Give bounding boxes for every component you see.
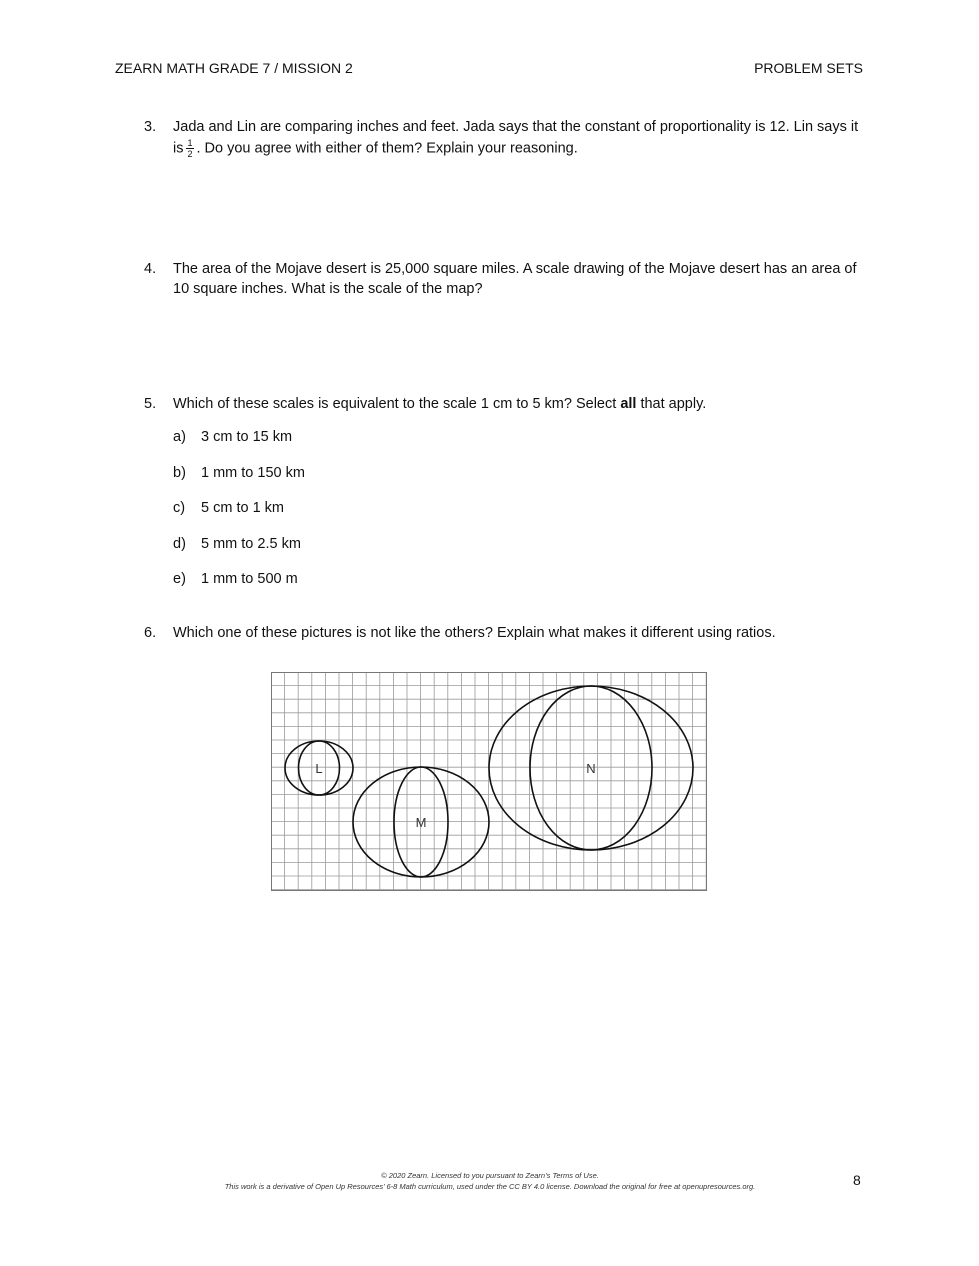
- fraction-numerator: 1: [187, 138, 193, 148]
- option-e: [173, 571, 298, 587]
- option-a: [173, 429, 292, 445]
- label-l: L: [315, 761, 323, 776]
- header-left: ZEARN MATH GRADE 7 / MISSION 2: [115, 60, 353, 76]
- question-text-post: that apply.: [636, 396, 707, 412]
- fraction: [186, 138, 193, 159]
- option-letter: d): [173, 536, 186, 552]
- question-text: [173, 394, 864, 414]
- question-number: 4.: [144, 261, 157, 277]
- question-text-post: . Do you agree with either of them? Explain your reasoning.: [196, 140, 578, 157]
- option-c: [173, 500, 284, 516]
- fraction-denominator: 2: [187, 149, 193, 159]
- question-3: [144, 117, 864, 159]
- question-text: Which one of these pictures is not like the others? Explain what makes it different using ratios.: [173, 625, 776, 641]
- option-text: 5 mm to 2.5 km: [201, 536, 301, 552]
- question-5: [144, 394, 864, 414]
- question-number: 3.: [144, 119, 157, 135]
- footer-license: © 2020 Zearn. Licensed to you pursuant to Zearn’s Terms of Use.: [381, 1171, 599, 1180]
- option-text: 1 mm to 500 m: [201, 571, 298, 587]
- option-letter: e): [173, 571, 186, 587]
- grid-figure: [271, 672, 707, 891]
- emphasis: all: [620, 396, 637, 412]
- question-number: 5.: [144, 396, 157, 412]
- label-m: M: [415, 815, 427, 830]
- option-letter: b): [173, 465, 186, 481]
- question-6: [144, 623, 864, 643]
- option-text: 3 cm to 15 km: [201, 429, 293, 445]
- question-text: The area of the Mojave desert is 25,000 square miles. A scale drawing of the Mojave desert has an area of 10 square inches. What is the scale of the map?: [173, 261, 857, 297]
- question-4: [144, 259, 864, 299]
- question-text-pre: Which of these scales is equivalent to the scale 1 cm to 5 km? Select: [173, 396, 621, 412]
- option-letter: a): [173, 429, 186, 445]
- footer-attribution: This work is a derivative of Open Up Resources’ 6-8 Math curriculum, used under the CC BY 4.0 license. Download the original for free at openupresources.org.: [224, 1182, 756, 1191]
- question-text: Jada and Lin are comparing inches and feet. Jada says that the constant of proportionality is 12. Lin says it: [173, 119, 859, 135]
- option-letter: c): [173, 500, 186, 516]
- label-n: N: [586, 761, 596, 776]
- question-number: 6.: [144, 625, 157, 641]
- header-right: PROBLEM SETS: [754, 60, 863, 76]
- option-text: 1 mm to 150 km: [201, 465, 305, 481]
- page-number: 8: [853, 1172, 861, 1188]
- page-footer: [120, 1170, 860, 1192]
- option-b: [173, 465, 305, 481]
- page-header: [115, 60, 863, 76]
- option-text: 5 cm to 1 km: [201, 500, 284, 516]
- option-d: [173, 536, 301, 552]
- question-text-pre: is: [173, 140, 184, 157]
